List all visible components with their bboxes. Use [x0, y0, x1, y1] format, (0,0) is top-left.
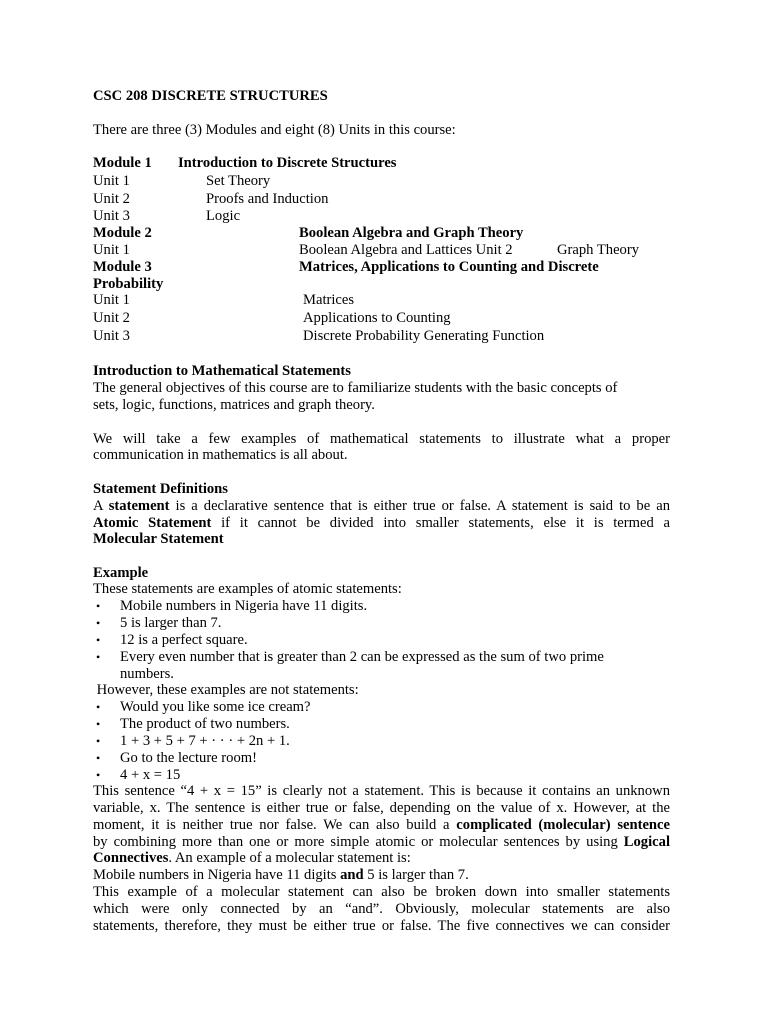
list-item: 5 is larger than 7. [120, 615, 222, 631]
paragraph-line: A statement is a declarative sentence that is either true or false. A statement is said to be an [93, 498, 670, 514]
module-2-label: Module 2 [93, 225, 152, 241]
paragraph-line: statements, therefore, they must be either true or false. The five connectives we can consider [93, 918, 670, 934]
unit-title: Set Theory [206, 173, 271, 189]
paragraph-line: variable, x. The sentence is either true or false, depending on the value of x. However, at the [93, 800, 670, 816]
bullet-icon: • [96, 599, 101, 613]
paragraph-line: This sentence “4 + x = 15” is clearly not a statement. This is because it contains an unknown [93, 783, 670, 799]
unit-title: Proofs and Induction [206, 191, 329, 207]
bullet-icon: • [96, 717, 101, 731]
unit-title: Boolean Algebra and Lattices Unit 2 [299, 242, 513, 258]
module-3-title: Matrices, Applications to Counting and Discrete [299, 259, 599, 275]
module-3-label: Module 3 [93, 259, 152, 275]
list-item: Mobile numbers in Nigeria have 11 digits. [120, 598, 368, 614]
list-item: 1 + 3 + 5 + 7 + · · · + 2n + 1. [120, 733, 290, 749]
paragraph-line: The general objectives of this course are to familiarize students with the basic concepts of [93, 380, 618, 396]
paragraph-line: Connectives. An example of a molecular statement is: [93, 850, 411, 866]
list-item: Would you like some ice cream? [120, 699, 311, 715]
paragraph-line: communication in mathematics is all about. [93, 447, 348, 463]
section-heading: Introduction to Mathematical Statements [93, 363, 351, 379]
bullet-icon: • [96, 751, 101, 765]
paragraph-line: Molecular Statement [93, 531, 224, 547]
list-item-cont: numbers. [120, 666, 174, 682]
unit-title: Matrices [303, 292, 355, 308]
unit-label: Unit 1 [93, 242, 130, 258]
bullet-icon: • [96, 650, 101, 664]
paragraph-line: Mobile numbers in Nigeria have 11 digits and 5 is larger than 7. [93, 867, 469, 883]
paragraph-line: We will take a few examples of mathematical statements to illustrate what a proper [93, 431, 670, 447]
module-1-title: Introduction to Discrete Structures [178, 155, 397, 171]
unit-title: Applications to Counting [303, 310, 451, 326]
list-item: The product of two numbers. [120, 716, 290, 732]
paragraph-line: sets, logic, functions, matrices and graph theory. [93, 397, 375, 413]
unit-label: Unit 3 [93, 328, 130, 344]
list-item: Every even number that is greater than 2 can be expressed as the sum of two prime [120, 649, 604, 665]
bullet-icon: • [96, 616, 101, 630]
non-statement-lead: However, these examples are not statements: [93, 682, 359, 698]
paragraph-line: which were only connected by an “and”. Obviously, molecular statements are also [93, 901, 670, 917]
section-heading: Statement Definitions [93, 481, 228, 497]
unit-title: Discrete Probability Generating Function [303, 328, 545, 344]
paragraph-line: by combining more than one or more simple atomic or molecular sentences by using Logical [93, 834, 670, 850]
unit-label: Unit 2 [93, 191, 130, 207]
unit-title: Graph Theory [557, 242, 639, 258]
example-heading: Example [93, 565, 149, 581]
unit-label: Unit 1 [93, 292, 130, 308]
list-item: Go to the lecture room! [120, 750, 257, 766]
module-3-title-cont: Probability [93, 276, 164, 292]
intro-line: There are three (3) Modules and eight (8) Units in this course: [93, 122, 456, 138]
unit-label: Unit 3 [93, 208, 130, 224]
page-title: CSC 208 DISCRETE STRUCTURES [93, 88, 328, 104]
paragraph-line: Atomic Statement if it cannot be divided into smaller statements, else it is termed a [93, 515, 670, 531]
bullet-icon: • [96, 633, 101, 647]
bullet-icon: • [96, 768, 101, 782]
unit-label: Unit 2 [93, 310, 130, 326]
module-1-label: Module 1 [93, 155, 152, 171]
unit-title: Logic [206, 208, 241, 224]
unit-label: Unit 1 [93, 173, 130, 189]
module-2-title: Boolean Algebra and Graph Theory [299, 225, 524, 241]
bullet-icon: • [96, 734, 101, 748]
paragraph-line: This example of a molecular statement can also be broken down into smaller statements [93, 884, 670, 900]
paragraph-line: moment, it is neither true nor false. We can also build a complicated (molecular) sentence [93, 817, 670, 833]
example-lead: These statements are examples of atomic statements: [93, 581, 402, 597]
list-item: 12 is a perfect square. [120, 632, 248, 648]
list-item: 4 + x = 15 [120, 767, 181, 783]
bullet-icon: • [96, 700, 101, 714]
